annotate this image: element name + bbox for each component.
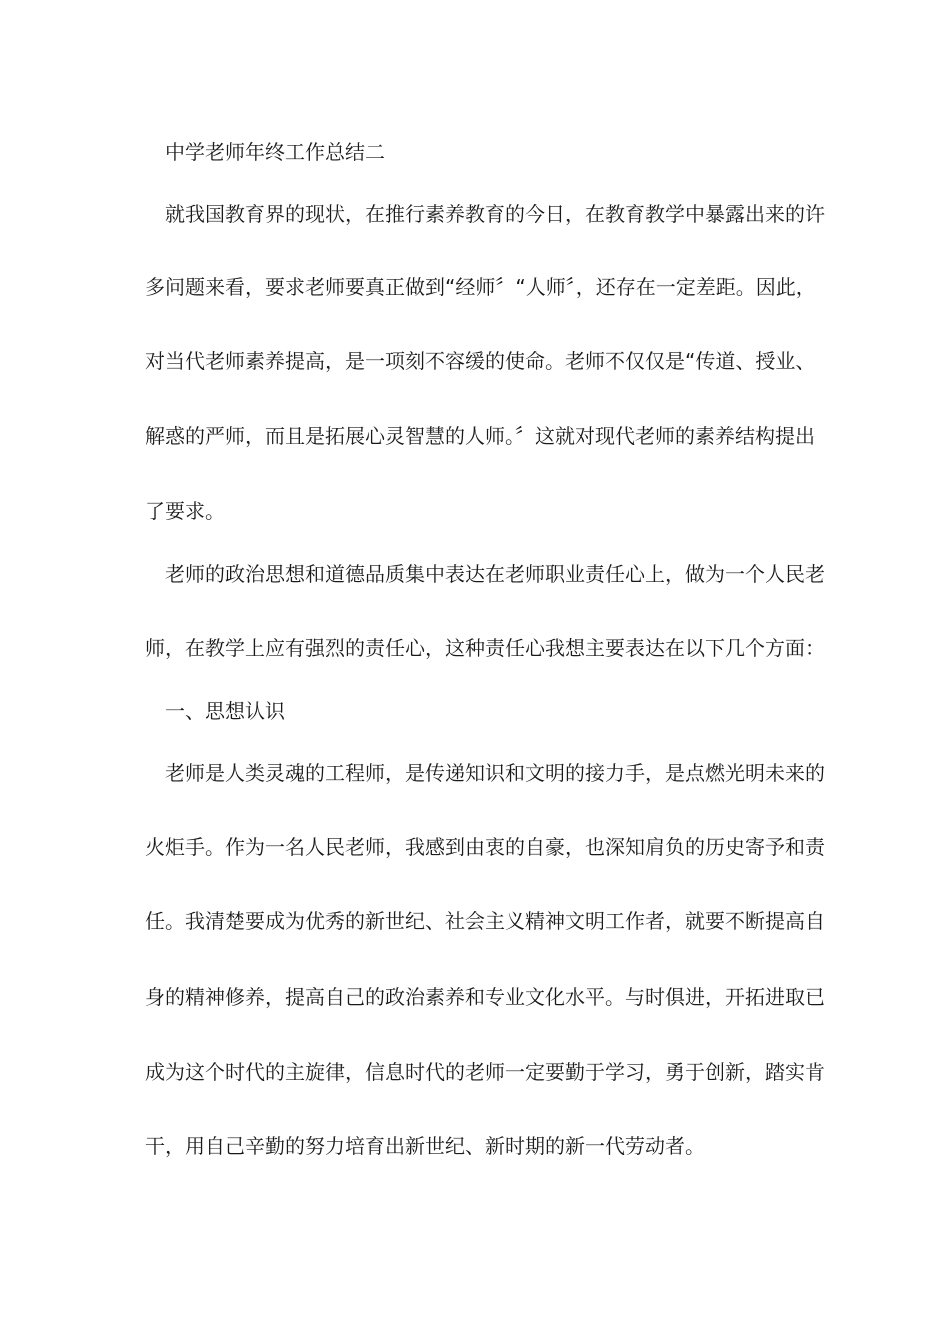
paragraph-line: 火炬手。作为一名人民老师，我感到由衷的自豪，也深知肩负的历史寄予和责 <box>145 835 825 859</box>
paragraph-line: 师，在教学上应有强烈的责任心，这种责任心我想主要表达在以下几个方面： <box>145 636 825 660</box>
paragraph-line: 了要求。 <box>145 499 225 523</box>
paragraph-line: 身的精神修养，提高自己的政治素养和专业文化水平。与时俱进，开拓进取已 <box>145 985 825 1009</box>
paragraph-line: 就我国教育界的现状，在推行素养教育的今日，在教育教学中暴露出来的许 <box>165 202 825 226</box>
paragraph-line: 对当代老师素养提高，是一项刻不容缓的使命。老师不仅仅是“传道、授业、 <box>145 349 816 373</box>
paragraph-line: 多问题来看，要求老师要真正做到“经师〞“人师〞，还存在一定差距。因此， <box>145 275 816 299</box>
paragraph-line: 解惑的严师，而且是拓展心灵智慧的人师。〞这就对现代老师的素养结构提出 <box>145 424 815 448</box>
paragraph-line: 成为这个时代的主旋律，信息时代的老师一定要勤于学习，勇于创新，踏实肯 <box>145 1060 825 1084</box>
document-title: 中学老师年终工作总结二 <box>165 140 385 164</box>
paragraph-line: 老师是人类灵魂的工程师，是传递知识和文明的接力手，是点燃光明未来的 <box>165 761 825 785</box>
paragraph-line: 老师的政治思想和道德品质集中表达在老师职业责任心上，做为一个人民老 <box>165 562 825 586</box>
paragraph-line: 任。我清楚要成为优秀的新世纪、社会主义精神文明工作者，就要不断提高自 <box>145 909 825 933</box>
section-heading: 一、思想认识 <box>165 699 285 723</box>
paragraph-line: 干，用自己辛勤的努力培育出新世纪、新时期的新一代劳动者。 <box>145 1134 705 1158</box>
